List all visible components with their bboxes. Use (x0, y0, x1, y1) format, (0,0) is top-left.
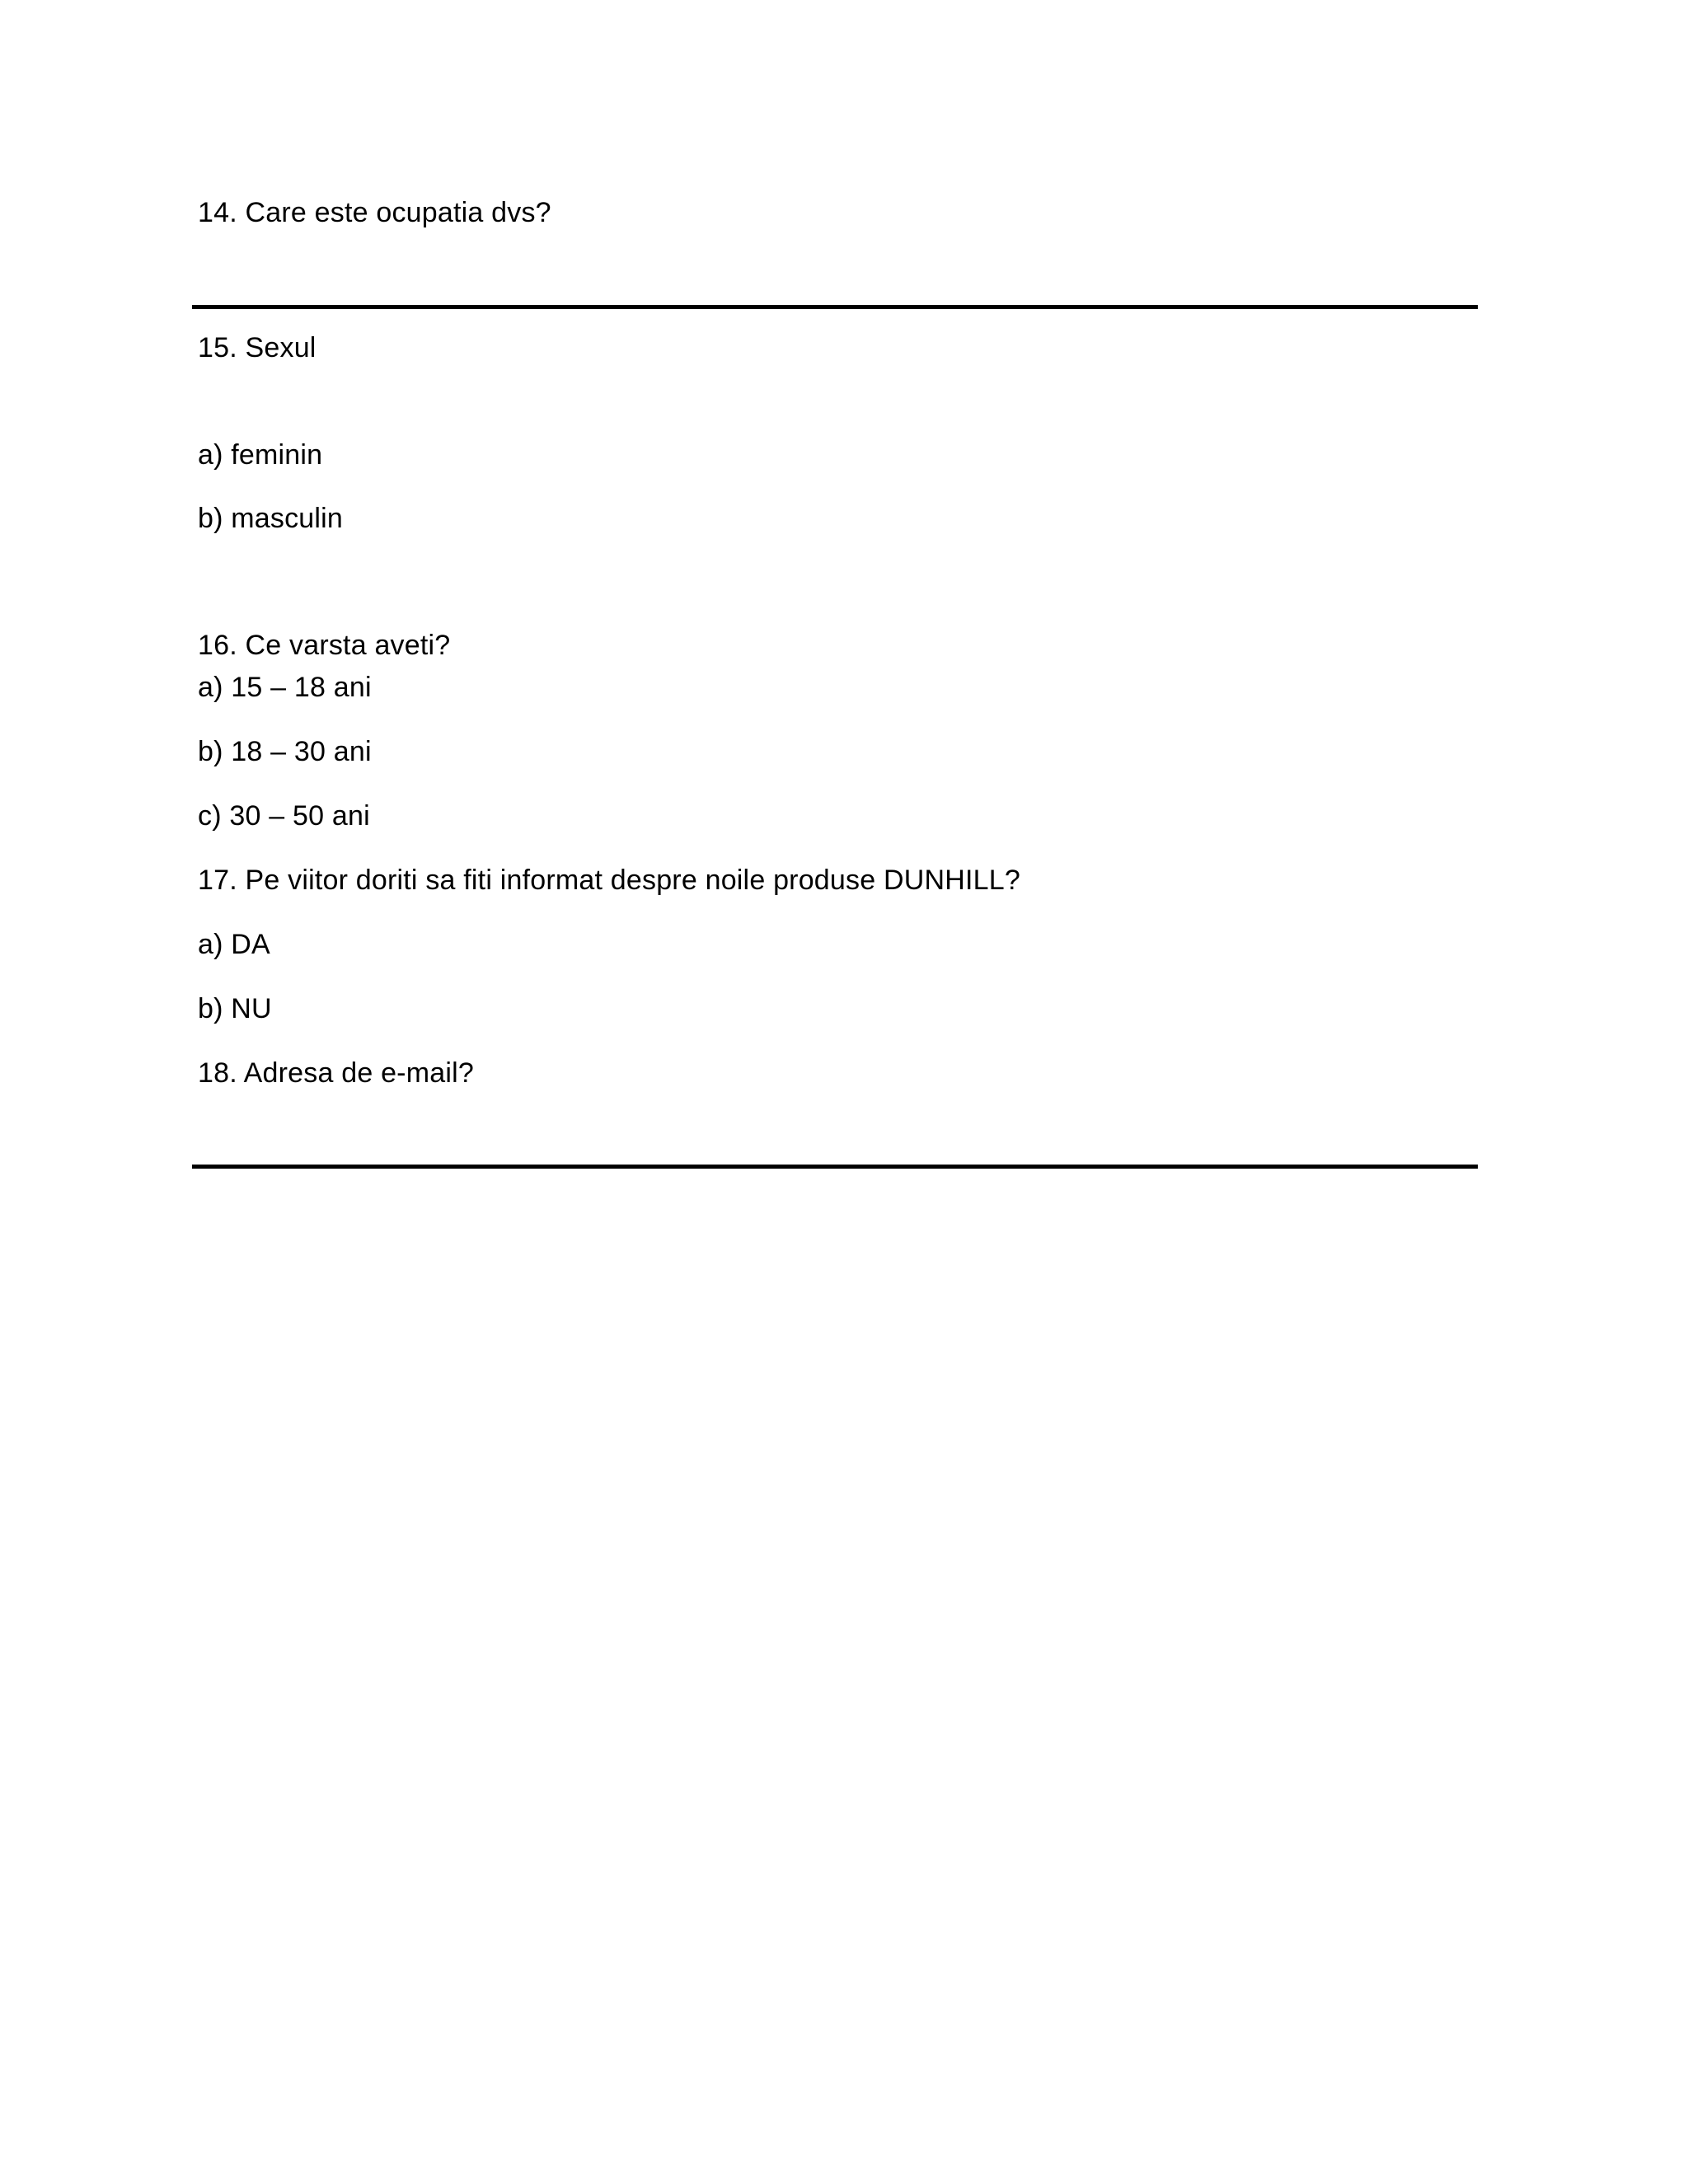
option-16-c: c) 30 – 50 ani (198, 800, 370, 832)
option-16-a: a) 15 – 18 ani (198, 672, 372, 703)
option-17-b: b) NU (198, 993, 272, 1024)
option-16-b: b) 18 – 30 ani (198, 736, 372, 767)
answer-line-18 (192, 1165, 1478, 1169)
option-15-b: b) masculin (198, 503, 344, 534)
question-15: 15. Sexul (198, 332, 316, 363)
question-16: 16. Ce varsta aveti? (198, 630, 451, 661)
question-17: 17. Pe viitor doriti sa fiti informat despre noile produse DUNHILL? (198, 865, 1020, 896)
option-17-a: a) DA (198, 929, 270, 960)
question-18: 18. Adresa de e-mail? (198, 1057, 474, 1089)
question-14: 14. Care este ocupatia dvs? (198, 197, 551, 228)
option-15-a: a) feminin (198, 439, 323, 471)
answer-line-14 (192, 305, 1478, 309)
